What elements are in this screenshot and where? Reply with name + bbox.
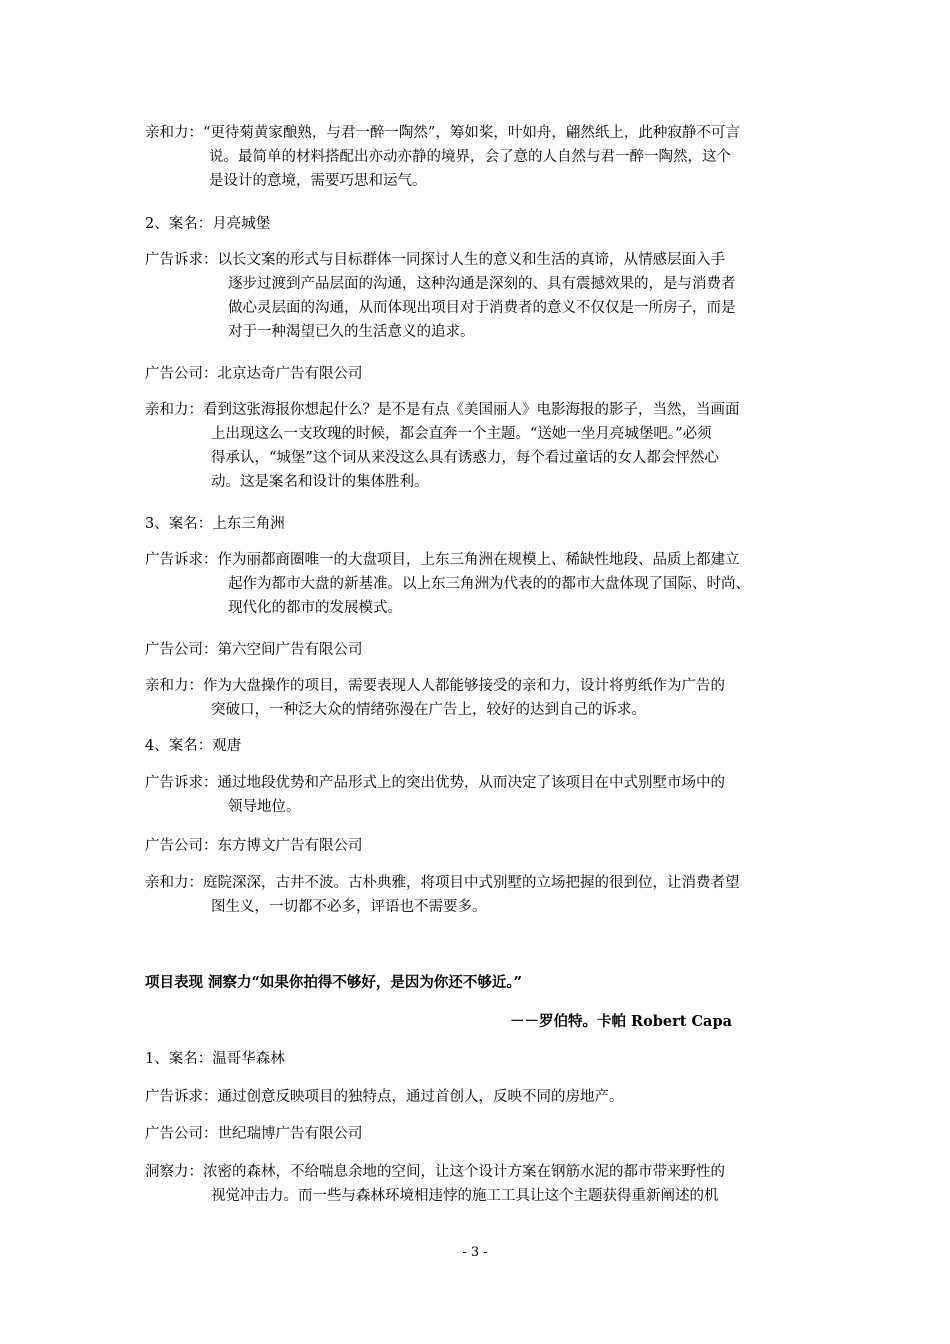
case-title-3: 3、案名：上东三角洲 bbox=[145, 516, 285, 532]
agency-2: 广告公司：北京达奇广告有限公司 bbox=[145, 366, 363, 382]
text-line: 现代化的都市的发展模式。 bbox=[228, 600, 402, 616]
text-line: 对于一种渴望已久的生活意义的追求。 bbox=[228, 324, 475, 340]
text-line: 视觉冲击力。而一些与森林环境相违悖的施工工具让这个主题获得重新阐述的机 bbox=[211, 1188, 719, 1204]
paragraph-appeal-2 bbox=[145, 248, 825, 344]
paragraph-affinity-2 bbox=[145, 398, 825, 494]
text-line: 突破口，一种泛大众的情绪弥漫在广告上，较好的达到自己的诉求。 bbox=[211, 702, 646, 718]
label: 广告诉求： bbox=[145, 775, 218, 791]
agency-4: 广告公司：东方博文广告有限公司 bbox=[145, 838, 363, 854]
paragraph-affinity-3 bbox=[145, 674, 825, 722]
paragraph-appeal-1: 广告诉求：通过创意反映项目的独特点，通过首创人，反映不同的房地产。 bbox=[145, 1089, 624, 1105]
label: 广告诉求： bbox=[145, 552, 218, 568]
text-line: 作为丽都商圈唯一的大盘项目，上东三角洲在规模上、稀缺性地段、品质上都建立 bbox=[217, 552, 740, 568]
case-title-2: 2、案名：月亮城堡 bbox=[145, 216, 271, 232]
text-line: 逐步过渡到产品层面的沟通，这种沟通是深刻的、具有震撼效果的，是与消费者 bbox=[228, 276, 736, 292]
text-line: 看到这张海报你想起什么？是不是有点《美国丽人》电影海报的影子，当然，当画面 bbox=[203, 402, 740, 418]
paragraph-appeal-3 bbox=[145, 548, 825, 620]
page-number: - 3 - bbox=[462, 1245, 488, 1260]
agency-1: 广告公司：世纪瑞博广告有限公司 bbox=[145, 1126, 363, 1142]
text-line: 上出现这么一支玫瑰的时候，都会直奔一个主题。“送她一坐月亮城堡吧。”必须 bbox=[211, 426, 712, 442]
label: 亲和力： bbox=[145, 678, 203, 694]
paragraph-affinity-4 bbox=[145, 871, 825, 919]
text-line: 得承认，“城堡”这个词从来没这么具有诱惑力，每个看过童话的女人都会怦然心 bbox=[211, 450, 719, 466]
text-line: 说。最简单的材料搭配出亦动亦静的境界，会了意的人自然与君一醉一陶然，这个 bbox=[209, 149, 731, 165]
text-line: “更待菊黄家酿熟，与君一醉一陶然”，筹如桨，叶如舟，翩然纸上，此种寂静不可言 bbox=[203, 125, 740, 141]
agency-3: 广告公司：第六空间广告有限公司 bbox=[145, 642, 363, 658]
label: 洞察力： bbox=[145, 1164, 203, 1180]
label: 亲和力： bbox=[145, 402, 203, 418]
text-line: 庭院深深，古井不波。古朴典雅，将项目中式别墅的立场把握的很到位，让消费者望 bbox=[203, 875, 740, 891]
case-title-4: 4、案名：观唐 bbox=[145, 738, 242, 754]
quote-attribution: －－罗伯特。卡帕 Robert Capa bbox=[510, 1013, 732, 1030]
text-line: 图生义，一切都不必多，评语也不需要多。 bbox=[211, 899, 487, 915]
paragraph-affinity-1 bbox=[145, 121, 825, 193]
text-line: 做心灵层面的沟通，从而体现出项目对于消费者的意义不仅仅是一所房子，而是 bbox=[228, 300, 736, 316]
paragraph-appeal-4 bbox=[145, 771, 825, 819]
text-line: 领导地位。 bbox=[228, 799, 301, 815]
text-line: 浓密的森林，不给喘息余地的空间，让这个设计方案在钢筋水泥的都市带来野性的 bbox=[203, 1164, 725, 1180]
label: 亲和力： bbox=[145, 125, 203, 141]
text-line: 动。这是案名和设计的集体胜利。 bbox=[211, 474, 429, 490]
section-heading: 项目表现 洞察力“如果你拍得不够好，是因为你还不够近。” bbox=[145, 974, 522, 991]
label: 亲和力： bbox=[145, 875, 203, 891]
label: 广告诉求： bbox=[145, 252, 218, 268]
case-title-1: 1、案名：温哥华森林 bbox=[145, 1051, 285, 1067]
text-line: 作为大盘操作的项目，需要表现人人都能够接受的亲和力，设计将剪纸作为广告的 bbox=[203, 678, 725, 694]
text-line: 以长文案的形式与目标群体一同探讨人生的意义和生活的真谛，从情感层面入手 bbox=[217, 252, 725, 268]
paragraph-insight-1 bbox=[145, 1160, 825, 1208]
text-line: 是设计的意境，需要巧思和运气。 bbox=[209, 173, 427, 189]
text-line: 通过地段优势和产品形式上的突出优势，从而决定了该项目在中式别墅市场中的 bbox=[217, 775, 725, 791]
text-line: 起作为都市大盘的新基准。以上东三角洲为代表的的都市大盘体现了国际、时尚、 bbox=[228, 576, 750, 592]
